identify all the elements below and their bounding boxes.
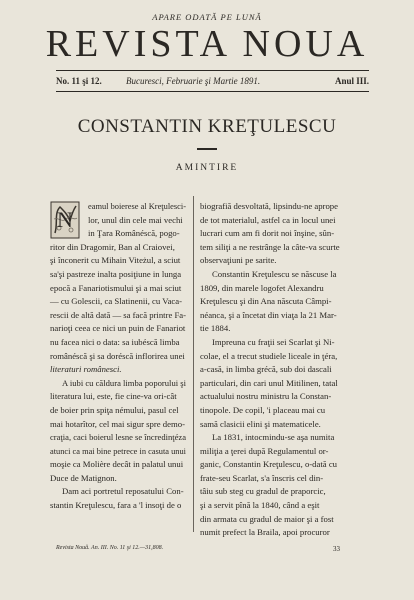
- text-line: tem siliţi a ne restrânge la câte-va scurte: [200, 241, 340, 252]
- text-line: craţia, caci boierul lesne se încredinţéza: [50, 432, 186, 443]
- text-line: eamul boierese al Kreţulesci-: [88, 201, 186, 211]
- left-column: [50, 200, 186, 513]
- text-line: românéscă şi sa doréscă inflorirea unei: [50, 350, 185, 361]
- text-line: Constantin Kreţulescu se născuse la: [212, 268, 337, 279]
- column-divider: [193, 196, 194, 532]
- initial-letter: N: [57, 207, 73, 232]
- text-line: numit prefect la Braila, apoi procuror: [200, 527, 330, 538]
- text-line: atunci ca mai bine petrece in casuta unui: [50, 445, 186, 456]
- text-line: şi înconerit cu Mihain Viteżul, a sciut: [50, 255, 181, 266]
- text-line: A iubi cu căldura limba poporului şi: [62, 377, 186, 388]
- text-line: colae, el a trecut studiele liceale in ţéra,: [200, 350, 338, 361]
- issue-info-bar: [56, 74, 369, 88]
- header-rule-bottom: [56, 91, 369, 92]
- text-line: stantin Kreţulescu, fara a 'l insoţi de o: [50, 500, 182, 511]
- text-line: de tot materialul, astfel ca in locul unei: [200, 214, 336, 225]
- masthead: REVISTA NOUA: [45, 23, 369, 65]
- text-line: observaţiuni pe sarite.: [200, 255, 277, 266]
- text-line: lucrari cum am fi dorit noi înşine, sûn-: [200, 228, 335, 239]
- text-line: ganic, Constantin Kreţulescu, o-dată cu: [200, 459, 338, 470]
- text-line: Kreţulescu şi din Ana născuta Câmpi-: [200, 296, 332, 307]
- issue-year: Anul III.: [334, 76, 369, 86]
- article-subtitle: AMINTIRE: [175, 163, 239, 173]
- text-line: tie 1884.: [200, 323, 231, 334]
- text-line: particulari, din cari unul Mitilinen, tatal: [200, 377, 338, 388]
- tagline: APARE ODATĂ PE LUNĂ: [152, 12, 262, 22]
- issue-number: No. 11 şi 12.: [56, 76, 102, 86]
- text-line: miliţia a ţerei după Regulamentul or-: [200, 445, 329, 456]
- text-line: tinopole. De copil, 'i placeau mai cu: [200, 404, 326, 415]
- text-line: nu facea nici o data: sa iubéscă limba: [50, 336, 180, 347]
- text-line: de boier prin spiţa némului, pasul cel: [50, 404, 179, 415]
- text-line: din armata cu gradul de maior şi a fost: [200, 513, 334, 524]
- text-line: biografiă desvoltată, lipsindu-ne aprope: [200, 201, 338, 211]
- right-column: [200, 200, 348, 540]
- page-number: 33: [333, 545, 340, 553]
- text-line: actualului nostru ministru la Constan-: [200, 391, 332, 402]
- text-line: Duce de Matignon.: [50, 472, 117, 483]
- text-line: ritor din Dragomir, Ban al Craiovei,: [50, 241, 175, 252]
- text-line: rescii de altă dată — sa facă printre Fa-: [50, 309, 186, 320]
- footnote: Revista Nouă. An. III. No. 11 şi 12.—31,808.: [56, 545, 164, 551]
- text-line: La 1831, intocmindu-se aşa numita: [212, 432, 335, 443]
- text-line: néanca, şi a încetat din viaţa la 21 Mar-: [200, 309, 337, 320]
- text-line: moşie ca Molière decât in palatul unui: [50, 459, 184, 470]
- text-line: 1809, din marele logofet Alexandru: [200, 282, 324, 293]
- text-line: tâiu sub steg cu gradul de praporcic,: [200, 486, 326, 497]
- text-line: samă clasicii elini şi matematicele.: [200, 418, 321, 429]
- title-divider: [197, 148, 217, 150]
- text-line: şi a servit pînă la 1840, când a eşit: [200, 500, 320, 511]
- issue-date: Bucuresci, Februarie şi Martie 1891.: [126, 76, 261, 86]
- text-line: mai hotarîtor, cel mai sigur spre demo-: [50, 418, 185, 429]
- text-line: lor, unul din cele mai vechi: [88, 214, 183, 225]
- text-line: a-casă, in limba grécă, sub doi dascali: [200, 364, 332, 375]
- text-line: literatura lui, este, fie cine-va ori-cât: [50, 391, 177, 402]
- text-line: Dam aci portretul reposatului Con-: [62, 486, 184, 497]
- text-line: sa'şi pastreze inalta posiţiune in lunga: [50, 268, 182, 279]
- text-line: — cu Golescii, ca Slatinenii, cu Vaca-: [50, 296, 183, 307]
- text-line: literaturi românesci.: [50, 364, 122, 375]
- text-line: in Ţara Românéscă, pogo-: [88, 228, 180, 239]
- text-line: narioţi ceea ce nici un puin de Fanariot: [50, 323, 186, 334]
- text-line: frate-seu Scarlat, s'a înscris cel din-: [200, 472, 324, 483]
- text-line: Impreuna cu fraţii sei Scarlat şi Ni-: [212, 336, 335, 347]
- text-line: epocă a Fanariotismului şi a mai sciut: [50, 282, 182, 293]
- header-rule-top: [56, 70, 369, 71]
- article-title: CONSTANTIN KREŢULESCU: [77, 116, 337, 137]
